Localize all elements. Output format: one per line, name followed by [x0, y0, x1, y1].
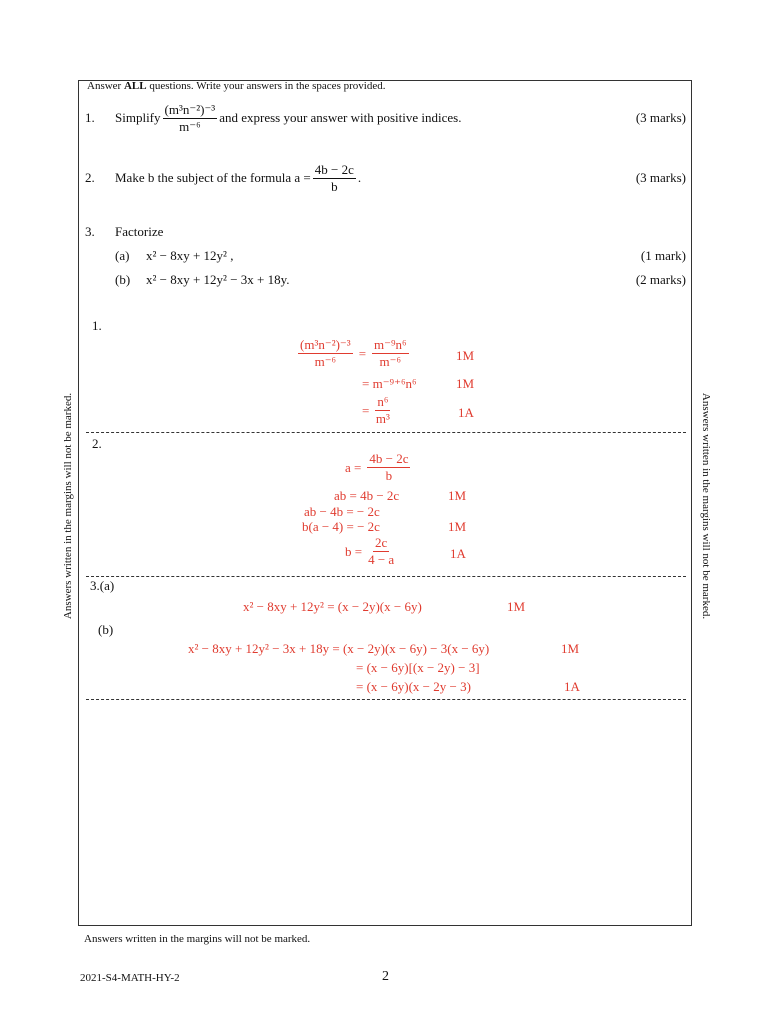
- question-3b-expression: x² − 8xy + 12y² − 3x + 18y.: [146, 272, 290, 287]
- answer-2-line-4: b(a − 4) = − 2c: [302, 519, 380, 534]
- answer-3b-line-1: x² − 8xy + 12y² − 3x + 18y = (x − 2y)(x − 6y) − 3(x − 6y): [188, 641, 490, 656]
- question-1-text: [115, 98, 461, 138]
- answer-1-line-3: = $\frac{\text{n⁶}}{\text{m³}}$: [362, 394, 390, 426]
- question-3a-expression: x² − 8xy + 12y² ,: [146, 248, 234, 263]
- question-1-lead: Simplify: [115, 110, 161, 125]
- answer-1-line-2: = m⁻⁹⁺⁶n⁶: [362, 376, 417, 391]
- answer-2-line-3: ab − 4b = − 2c: [304, 504, 380, 519]
- question-1-number: 1.: [85, 110, 95, 125]
- question-3-text: Factorize: [115, 224, 164, 239]
- question-1-marks: (3 marks): [635, 110, 686, 125]
- answer-1-mark-2: 1M: [456, 376, 475, 391]
- answer-2-line-1: a = $\frac{4b - 2c}{b}$: [345, 451, 409, 483]
- question-2-lead: Make b the subject of the formula a =: [115, 170, 311, 185]
- question-3a-label: (a): [115, 248, 130, 263]
- question-2-tail: .: [357, 170, 362, 185]
- answer-2-mark-2: 1M: [448, 488, 467, 503]
- answer-3b-line-3: = (x − 6y)(x − 2y − 3): [356, 679, 471, 694]
- margin-note-left: Answers written in the margins will not be marked.: [62, 392, 74, 620]
- instruction: Answer ALL questions. Write your answers in the spaces provided.: [87, 80, 386, 92]
- divider-1: [86, 432, 686, 433]
- answer-3a-line: x² − 8xy + 12y² = (x − 2y)(x − 6y): [243, 599, 422, 614]
- answer-3b-label: (b): [98, 622, 114, 637]
- question-3b-label: (b): [115, 272, 131, 287]
- question-2-marks: (3 marks): [635, 170, 686, 185]
- question-3a-marks: (1 mark): [640, 248, 686, 263]
- answer-3b-mark-3: 1A: [564, 679, 580, 694]
- answer-3b-line-2: = (x − 6y)[(x − 2y) − 3]: [356, 660, 480, 675]
- question-3b-marks: (2 marks): [635, 272, 686, 287]
- answer-2-mark-5: 1A: [450, 546, 466, 561]
- answer-3b-mark-1: 1M: [561, 641, 580, 656]
- margin-note-bottom: Answers written in the margins will not be marked.: [84, 933, 311, 945]
- page-number: 2: [382, 969, 389, 984]
- question-3-number: 3.: [85, 224, 95, 239]
- question-2-text: [115, 158, 361, 198]
- answer-1-line-1: $\frac{\text{(m³n⁻²)⁻³}}{\text{m⁻⁶}}$ = $\frac{\text{m⁻⁹n⁶}}{\text{m⁻⁶}}$: [300, 337, 407, 369]
- footer-code: 2021-S4-MATH-HY-2: [80, 972, 180, 984]
- answer-2-line-2: ab = 4b − 2c: [334, 488, 400, 503]
- answer-2-line-5: b = $\frac{2c}{4 - a}$: [345, 535, 395, 567]
- question-2-fraction: $\frac{4b - 2c}{b}$: [314, 161, 354, 194]
- question-2-number: 2.: [85, 170, 95, 185]
- answer-1-label: 1.: [92, 318, 102, 333]
- answer-1-mark-1: 1M: [456, 348, 475, 363]
- margin-note-right: Answers written in the margins will not be marked.: [700, 392, 712, 620]
- answer-2-mark-4: 1M: [448, 519, 467, 534]
- answer-1-mark-3: 1A: [458, 405, 474, 420]
- answer-2-label: 2.: [92, 436, 102, 451]
- question-1-fraction: $\frac{\text{(m³n⁻²)⁻³}}{\text{m⁻⁶}}$: [164, 101, 216, 134]
- answer-3a-label: 3.(a): [90, 578, 115, 593]
- answer-3a-mark: 1M: [507, 599, 526, 614]
- divider-3: [86, 699, 686, 700]
- divider-2: [86, 576, 686, 577]
- question-1-tail: and express your answer with positive indices.: [219, 110, 462, 125]
